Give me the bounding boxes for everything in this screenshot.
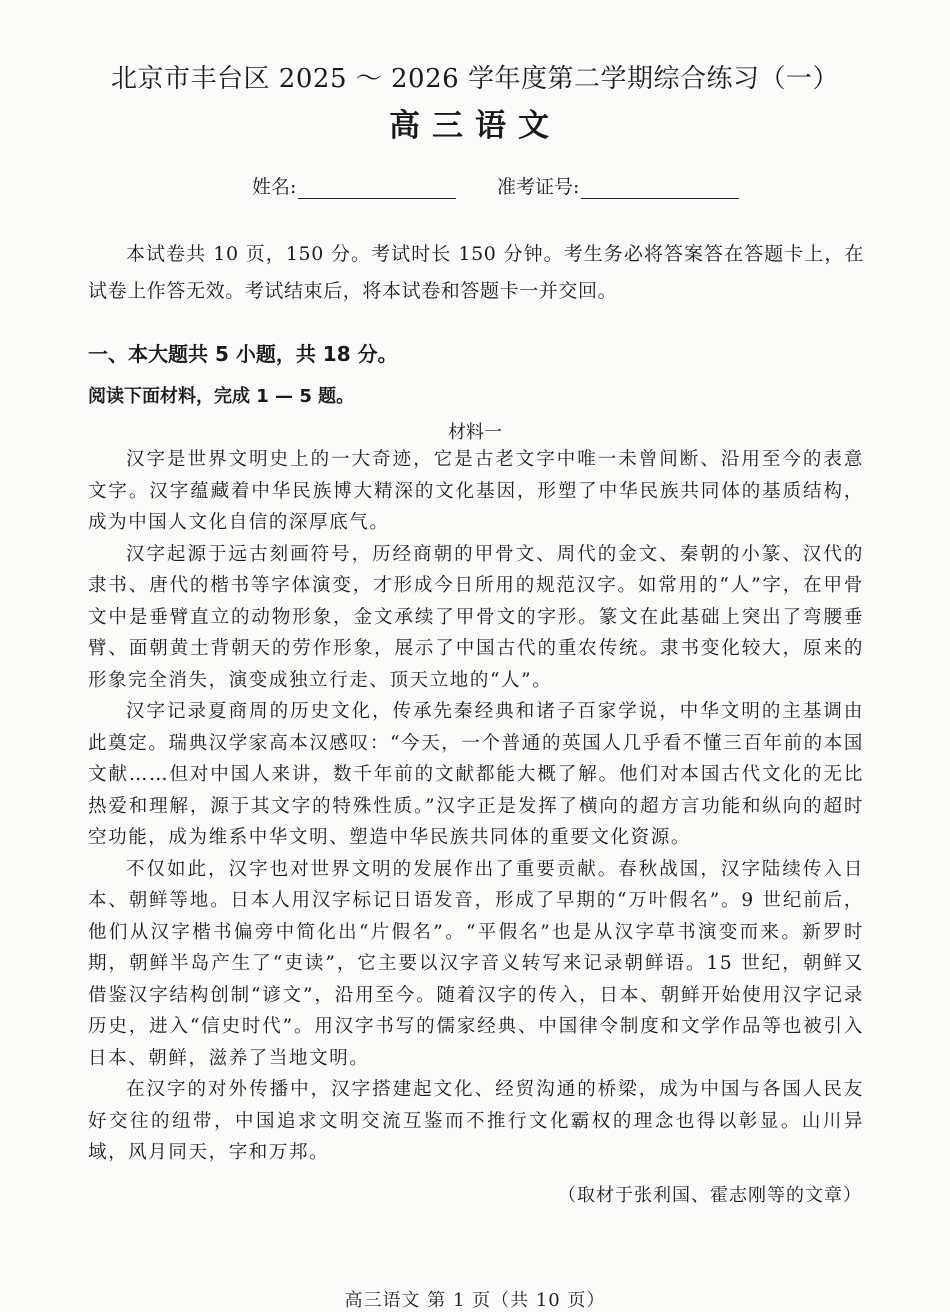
material-paragraph: 汉字起源于远古刻画符号，历经商朝的甲骨文、周代的金文、秦朝的小篆、汉代的隶书、唐代的楷书等字体演变，才形成今日所用的规范汉字。如常用的“人”字，在甲骨文中是垂臂直立的动物形象，金文承续了甲骨文的字形。篆文在此基础上突出了弯腰垂臂、面朝黄土背朝天的劳作形象，展示了中国古代的重农传统。隶书变化较大，原来的形象完全消失，演变成独立行走、顶天立地的“人”。	[88, 543, 864, 691]
name-blank-line	[298, 180, 456, 199]
exam-title: 北京市丰台区 2025 ～ 2026 学年度第二学期综合练习（一）	[111, 64, 839, 94]
exam-id-label: 准考证号:	[497, 176, 580, 198]
subject-title: 高三语文	[389, 108, 561, 144]
exam-id-blank-line	[581, 180, 739, 199]
section-heading: 一、本大题共 5 小题，共 18 分。	[88, 342, 398, 366]
material-paragraph: 在汉字的对外传播中，汉字搭建起文化、经贸沟通的桥梁，成为中国与各国人民友好交往的纽带，中国追求文明交流互鉴而不推行文化霸权的理念也得以彰显。山川异域，风月同天，字和万邦。	[88, 1079, 864, 1163]
name-field	[252, 172, 456, 199]
material-title: 材料一	[448, 422, 502, 443]
material-body	[88, 444, 864, 1169]
page-footer: 高三语文 第 1 页（共 10 页）	[344, 1290, 606, 1311]
material-paragraph: 汉字记录夏商周的历史文化，传承先秦经典和诸子百家学说，中华文明的主基调由此奠定。瑞典汉学家高本汉感叹：“今天，一个普通的英国人几乎看不懂三百年前的本国文献……但对中国人来讲，数千年前的文献都能大概了解。他们对本国古代文化的无比热爱和理解，源于其文字的特殊性质。”汉字正是发挥了横向的超方言功能和纵向的超时空功能，成为维系中华文明、塑造中华民族共同体的重要文化资源。	[88, 701, 864, 848]
material-paragraph: 不仅如此，汉字也对世界文明的发展作出了重要贡献。春秋战国，汉字陆续传入日本、朝鲜等地。日本人用汉字标记日语发音，形成了早期的“万叶假名”。9 世纪前后，他们从汉字楷书偏旁中简化出“片假名”。“平假名”也是从汉字草书演变而来。新罗时期，朝鲜半岛产生了“吏读”，它主要以汉字音义转写来记录朝鲜语。15 世纪，朝鲜又借鉴汉字结构创制“谚文”，沿用至今。随着汉字的传入，日本、朝鲜开始使用汉字记录历史，进入“信史时代”。用汉字书写的儒家经典、中国律令制度和文学作品等也被引入日本、朝鲜，滋养了当地文明。	[88, 858, 864, 1069]
material-source: （取材于张利国、霍志刚等的文章）	[558, 1185, 862, 1206]
name-label: 姓名:	[252, 176, 297, 198]
exam-notice: 本试卷共 10 页，150 分。考试时长 150 分钟。考生务必将答案答在答题卡上，在试卷上作答无效。考试结束后，将本试卷和答题卡一并交回。	[88, 243, 864, 302]
material-paragraph: 汉字是世界文明史上的一大奇迹，它是古老文字中唯一未曾间断、沿用至今的表意文字。汉字蕴藏着中华民族博大精深的文化基因，形塑了中华民族共同体的基质结构，成为中国人文化自信的深厚底气。	[88, 449, 864, 533]
section-instruction: 阅读下面材料，完成 1 — 5 题。	[88, 386, 355, 407]
exam-id-field	[497, 172, 739, 199]
